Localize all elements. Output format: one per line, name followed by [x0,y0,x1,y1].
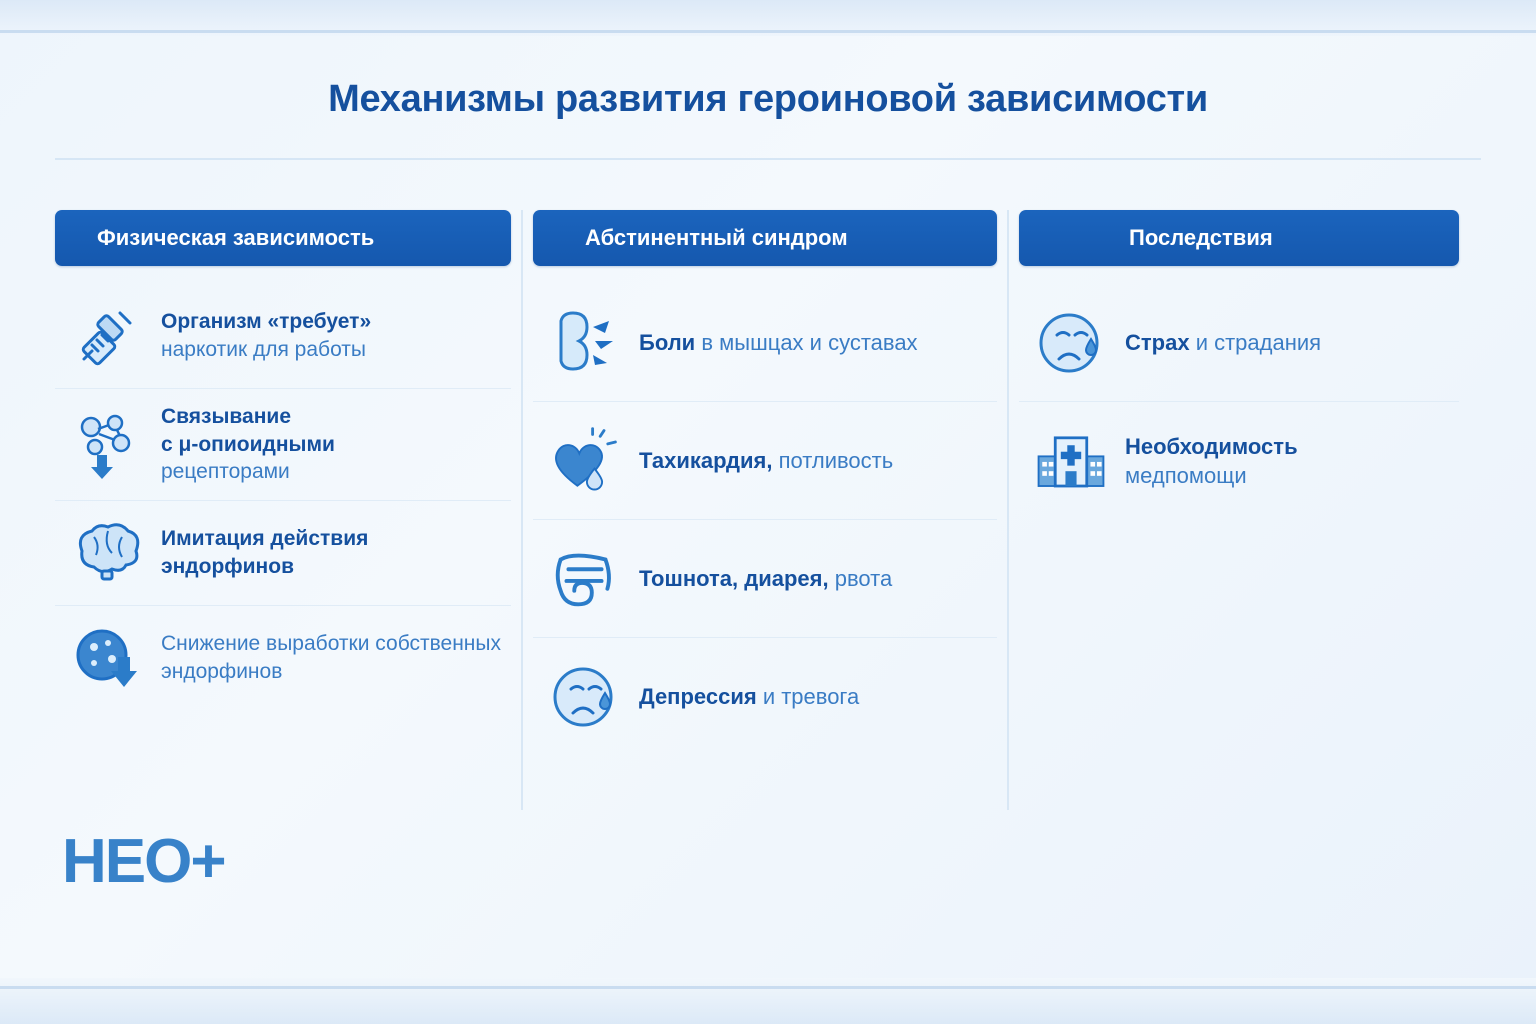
bottom-edge-band [0,978,1536,1024]
brain-icon [69,515,145,591]
molecule-receptor-icon [69,407,145,483]
list-item-text [161,308,371,363]
list-item [533,520,997,638]
list-item [533,638,997,756]
item-bold-text: Тахикардия, [639,447,773,473]
sad-face-icon [547,659,623,735]
column-header-physical: Физическая зависимость [55,210,511,266]
list-item [533,402,997,520]
intestine-icon [547,541,623,617]
item-bold-text: Страх [1125,329,1190,355]
item-bold-text: Организм «требует» [161,310,372,334]
item-regular-text: наркотик для работы [161,338,366,361]
item-regular-text: потливость [778,447,894,473]
list-item-text [639,564,892,593]
list-item-text [1125,328,1321,357]
item-bold-text: Боли [639,329,696,355]
item-regular-text: Снижение выработки собственных эндорфинов [161,632,501,684]
brand-logo-text: НЕО+ [62,827,225,896]
item-bold-text: Тошнота, диарея, [639,565,829,591]
brand-logo [62,826,302,898]
list-item-text [161,630,505,685]
list-item [1019,284,1459,402]
heart-sweat-icon [547,423,623,499]
page-title: Механизмы развития героиновой зависимости [328,78,1208,120]
items-physical [55,284,511,710]
list-item-text [639,682,859,711]
joint-pain-icon [547,305,623,381]
syringe-icon [69,298,145,374]
items-withdrawal [533,284,997,756]
items-consequences [1019,284,1459,520]
column-physical-dependence [55,210,533,810]
list-item [1019,402,1459,520]
hospital-icon [1033,423,1109,499]
list-item-text [639,328,918,357]
column-divider [1007,210,1009,810]
list-item-text [1125,432,1298,490]
column-divider [521,210,523,810]
item-regular-text: медпомощи [1125,463,1247,488]
item-regular-text: в мышцах и суставах [701,329,918,355]
item-bold-text: Имитация действия [161,527,369,551]
list-item [55,389,511,501]
columns-container [55,210,1481,810]
list-item [533,284,997,402]
title-divider [55,158,1481,160]
item-regular-text: рвота [834,565,893,591]
item-regular-text: и тревога [762,684,860,710]
item-bold-text: Необходимость [1125,433,1298,459]
list-item-text [639,446,893,475]
list-item [55,284,511,389]
column-withdrawal-syndrome [533,210,1019,810]
column-header-withdrawal: Абстинентный синдром [533,210,997,266]
column-consequences [1019,210,1481,810]
endorphin-decrease-icon [69,620,145,696]
list-item-text [161,525,368,580]
list-item-text [161,403,335,486]
item-bold-text-2: с μ-опиоидными [161,432,335,456]
item-regular-text: рецепторами [161,460,290,484]
item-bold-text: Депрессия [639,684,757,710]
list-item [55,501,511,606]
item-bold-text: Связывание [161,405,292,428]
column-header-consequences: Последствия [1019,210,1459,266]
list-item [55,606,511,710]
item-bold-text-2: эндорфинов [161,555,294,579]
top-edge-band [0,0,1536,36]
item-regular-text: и страдания [1195,329,1322,355]
crying-face-icon [1033,305,1109,381]
